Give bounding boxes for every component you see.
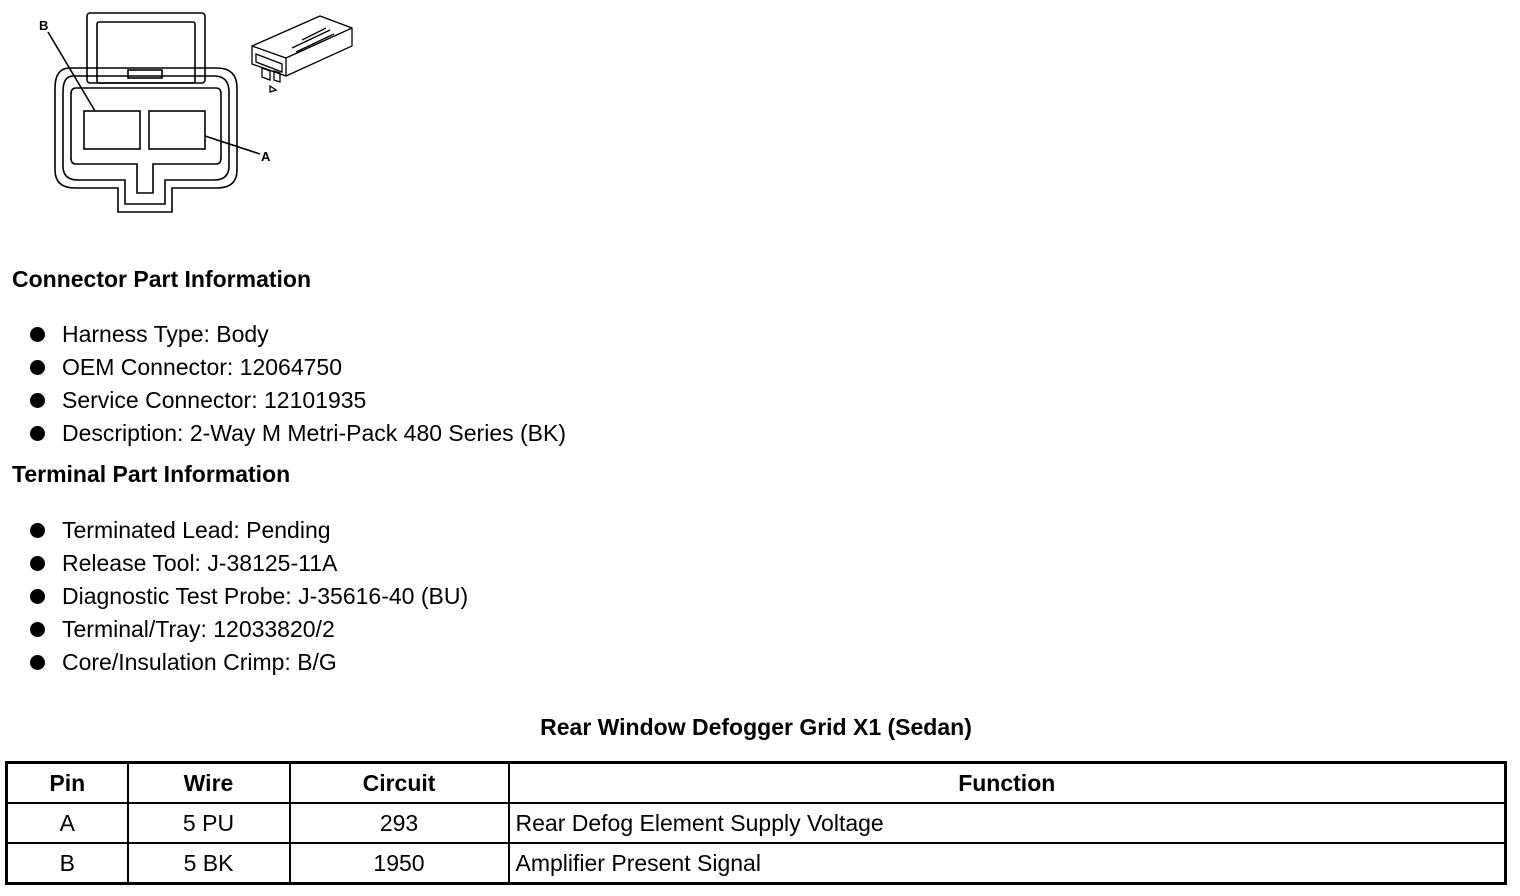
leader-line-a xyxy=(205,136,260,154)
pinout-table xyxy=(5,761,1507,885)
header-circuit: Circuit xyxy=(290,763,509,804)
table-row xyxy=(7,843,1506,884)
cell-wire: 5 BK xyxy=(128,843,290,884)
list-item: Description: 2-Way M Metri-Pack 480 Series (BK) xyxy=(30,417,566,450)
header-function: Function xyxy=(509,763,1506,804)
cavity-label-b: B xyxy=(39,18,49,33)
cavity-a xyxy=(149,111,205,149)
list-item: OEM Connector: 12064750 xyxy=(30,351,566,384)
list-item: Harness Type: Body xyxy=(30,318,566,351)
connector-latch-outer xyxy=(87,13,205,83)
cell-circuit: 1950 xyxy=(290,843,509,884)
cell-pin: B xyxy=(7,843,128,884)
list-item: Core/Insulation Crimp: B/G xyxy=(30,646,468,679)
cavity-label-a: A xyxy=(261,149,271,164)
connector-part-information-heading: Connector Part Information xyxy=(12,266,312,292)
table-row xyxy=(7,803,1506,843)
connector-info-list xyxy=(30,318,566,450)
terminal-info-list xyxy=(30,514,468,679)
cell-circuit: 293 xyxy=(290,803,509,843)
connector-diagram xyxy=(30,8,370,218)
header-wire: Wire xyxy=(128,763,290,804)
header-pin: Pin xyxy=(7,763,128,804)
cavity-b xyxy=(84,111,140,149)
connector-housing-inner xyxy=(63,76,229,204)
table-header-row xyxy=(7,763,1506,804)
cell-function: Rear Defog Element Supply Voltage xyxy=(509,803,1506,843)
list-item: Diagnostic Test Probe: J-35616-40 (BU) xyxy=(30,580,468,613)
cell-wire: 5 PU xyxy=(128,803,290,843)
cell-function: Amplifier Present Signal xyxy=(509,843,1506,884)
table-title: Rear Window Defogger Grid X1 (Sedan) xyxy=(540,714,972,740)
list-item: Release Tool: J-38125-11A xyxy=(30,547,468,580)
connector-face xyxy=(71,88,221,193)
cell-pin: A xyxy=(7,803,128,843)
list-item: Terminated Lead: Pending xyxy=(30,514,468,547)
list-item: Service Connector: 12101935 xyxy=(30,384,566,417)
connector-latch-inner xyxy=(97,22,195,83)
terminal-part-information-heading: Terminal Part Information xyxy=(12,461,291,487)
connector-isometric-view xyxy=(252,16,352,92)
list-item: Terminal/Tray: 12033820/2 xyxy=(30,613,468,646)
